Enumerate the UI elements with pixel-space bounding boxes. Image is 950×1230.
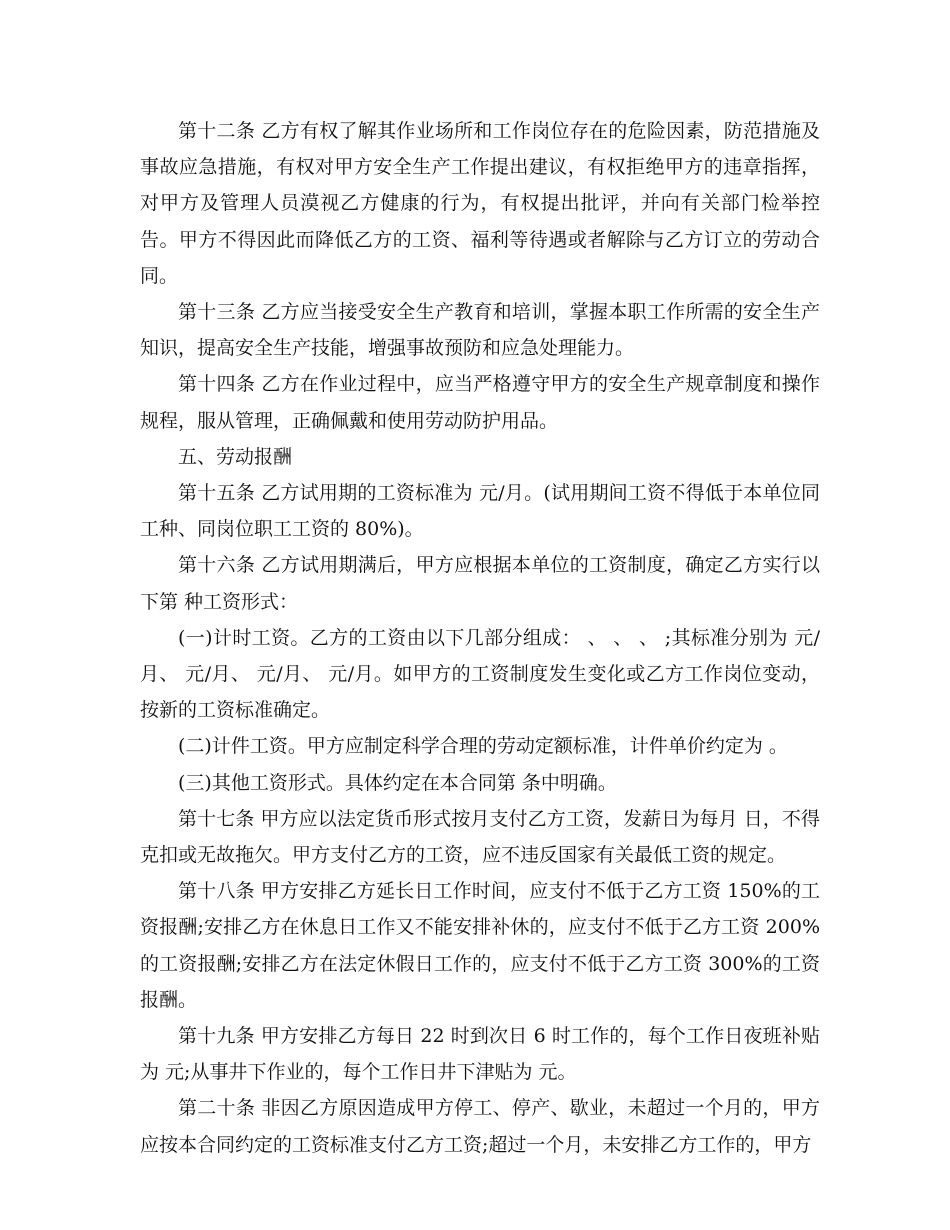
other-wage-paragraph: (三)其他工资形式。具体约定在本合同第 条中明确。 xyxy=(178,771,617,794)
article-19-paragraph: 第十九条 甲方安排乙方每日 22 时到次日 6 时工作的，每个工作日夜班补贴为 元;从事井下作业的，每个工作日井下津贴为 元。 xyxy=(140,1025,820,1084)
article-17-paragraph: 第十七条 甲方应以法定货币形式按月支付乙方工资，发薪日为每月 日，不得克扣或无故拖欠。甲方支付乙方的工资，应不违反国家有关最低工资的规定。 xyxy=(140,807,820,867)
article-18-paragraph: 第十八条 甲方安排乙方延长日工作时间，应支付不低于乙方工资 150%的工资报酬;安排乙方在休息日工作又不能安排补休的，应支付不低于乙方工资 200%的工资报酬;安排乙方在法定休假日工作的，应支付不低于乙方工资 300%的工资报酬。 xyxy=(140,880,820,1011)
article-12-paragraph: 第十二条 乙方有权了解其作业场所和工作岗位存在的危险因素，防范措施及事故应急措施，有权对甲方安全生产工作提出建议，有权拒绝甲方的违章指挥，对甲方及管理人员漠视乙方健康的行为，有权提出批评，并向有关部门检举控告。甲方不得因此而降低乙方的工资、福利等待遇或者解除与乙方订立的劳动合同。 xyxy=(140,120,820,287)
article-16-paragraph: 第十六条 乙方试用期满后，甲方应根据本单位的工资制度，确定乙方实行以下第 种工资形式： xyxy=(140,554,820,613)
section-5-heading: 五、劳动报酬 xyxy=(178,445,293,468)
article-14-paragraph: 第十四条 乙方在作业过程中，应当严格遵守甲方的安全生产规章制度和操作规程，服从管理，正确佩戴和使用劳动防护用品。 xyxy=(140,373,820,432)
piece-wage-paragraph: (二)计件工资。甲方应制定科学合理的劳动定额标准，计件单价约定为 。 xyxy=(178,735,788,758)
article-15-paragraph: 第十五条 乙方试用期的工资标准为 元/月。(试用期间工资不得低于本单位同工种、同岗位职工工资的 80%)。 xyxy=(140,482,820,541)
hourly-wage-paragraph: (一)计时工资。乙方的工资由以下几部分组成： 、 、 、 ;其标准分别为 元/月、 元/月、 元/月、 元/月。如甲方的工资制度发生变化或乙方工作岗位变动，按新的工资标准确定。 xyxy=(140,626,820,722)
article-20-paragraph: 第二十条 非因乙方原因造成甲方停工、停产、歇业，未超过一个月的，甲方应按本合同约定的工资标准支付乙方工资;超过一个月，未安排乙方工作的，甲方 xyxy=(140,1097,820,1156)
document-body xyxy=(140,113,820,1163)
article-13-paragraph: 第十三条 乙方应当接受安全生产教育和培训，掌握本职工作所需的安全生产知识，提高安全生产技能，增强事故预防和应急处理能力。 xyxy=(140,301,820,360)
